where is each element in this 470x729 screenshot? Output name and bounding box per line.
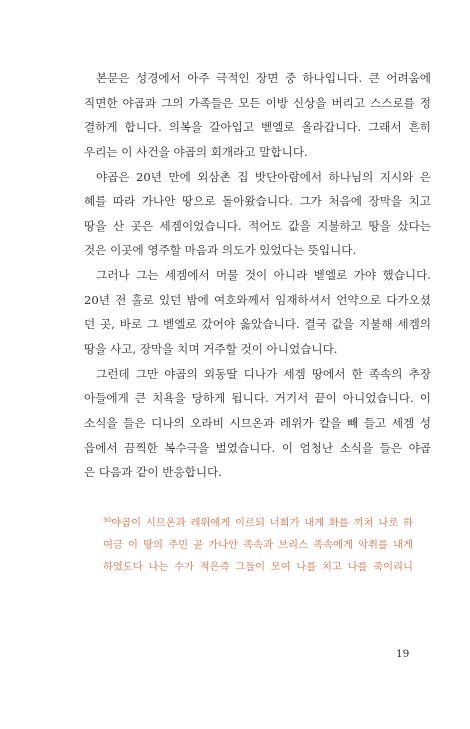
- paragraph-2-line-3: 땅을 산 곳은 세겜이었습니다. 적어도 값을 지불하고 땅을 샀다는: [84, 218, 431, 233]
- paragraph-4-line-2: 아들에게 큰 치욕을 당하게 됩니다. 거기서 끝이 아니었습니다. 이: [84, 391, 431, 406]
- paragraph-1-line-2: 직면한 야곱과 그의 가족들은 모든 이방 신상을 버리고 스스로를 정: [84, 95, 431, 110]
- paragraph-2-line-2: 혜를 따라 가나안 땅으로 돌아왔습니다. 그가 처음에 장막을 치고: [84, 194, 431, 209]
- paragraph-4-line-3: 소식을 들은 디나의 오라비 시므온과 레위가 칼을 빼 들고 세겜 성: [84, 415, 431, 430]
- verse-number: 30: [103, 516, 112, 524]
- quote-line-2: 여금 이 땅의 주민 곧 가나안 족속과 브리스 족속에게 악취를 내게: [103, 539, 413, 551]
- paragraph-1-line-3: 결하게 합니다. 의복을 갈아입고 벧엘로 올라갑니다. 그래서 흔히: [84, 120, 431, 135]
- paragraph-1-line-4: 우리는 이 사건을 야곱의 회개라고 말합니다.: [84, 144, 308, 159]
- paragraph-3-line-4: 땅을 사고, 장막을 치며 거주할 것이 아니었습니다.: [84, 342, 338, 357]
- scripture-quote: [103, 512, 413, 578]
- paragraph-4-line-5: 은 다음과 같이 반응합니다.: [84, 465, 222, 480]
- paragraph-3-line-2: 20년 전 홀로 있던 밤에 여호와께서 임재하셔서 언약으로 다가오셨: [84, 292, 431, 307]
- paragraph-2-line-1: 야곱은 20년 만에 외삼촌 집 밧단아람에서 하나님의 지시와 은: [96, 169, 431, 184]
- page-number: 19: [396, 648, 410, 660]
- quote-line-3: 하였도다 나는 수가 적은즉 그들이 모여 나를 치고 나를 죽이리니: [103, 561, 413, 573]
- quote-line-1: [103, 512, 413, 534]
- paragraph-4-line-1: 그런데 그만 야곱의 외동딸 디나가 세겜 땅에서 한 족속의 추장: [96, 366, 431, 381]
- quote-line-1-text: 야곱이 시므온과 레위에게 이르되 너희가 내게 화를 끼쳐 나로 하: [111, 517, 413, 529]
- main-text-block: [84, 66, 431, 485]
- paragraph-2-line-4: 것은 이곳에 영주할 마음과 의도가 있었다는 뜻입니다.: [84, 243, 357, 258]
- paragraph-1-line-1: 본문은 성경에서 아주 극적인 장면 중 하나입니다. 큰 어려움에: [96, 71, 431, 85]
- paragraph-3-line-1: 그러나 그는 세겜에서 머물 것이 아니라 벧엘로 가야 했습니다.: [96, 268, 431, 283]
- paragraph-4-line-4: 읍에서 끔찍한 복수극을 벌였습니다. 이 엄청난 소식을 들은 야곱: [84, 440, 431, 455]
- paragraph-3-line-3: 던 곳, 바로 그 벧엘로 갔어야 옳았습니다. 결국 값을 지불해 세겜의: [84, 317, 431, 332]
